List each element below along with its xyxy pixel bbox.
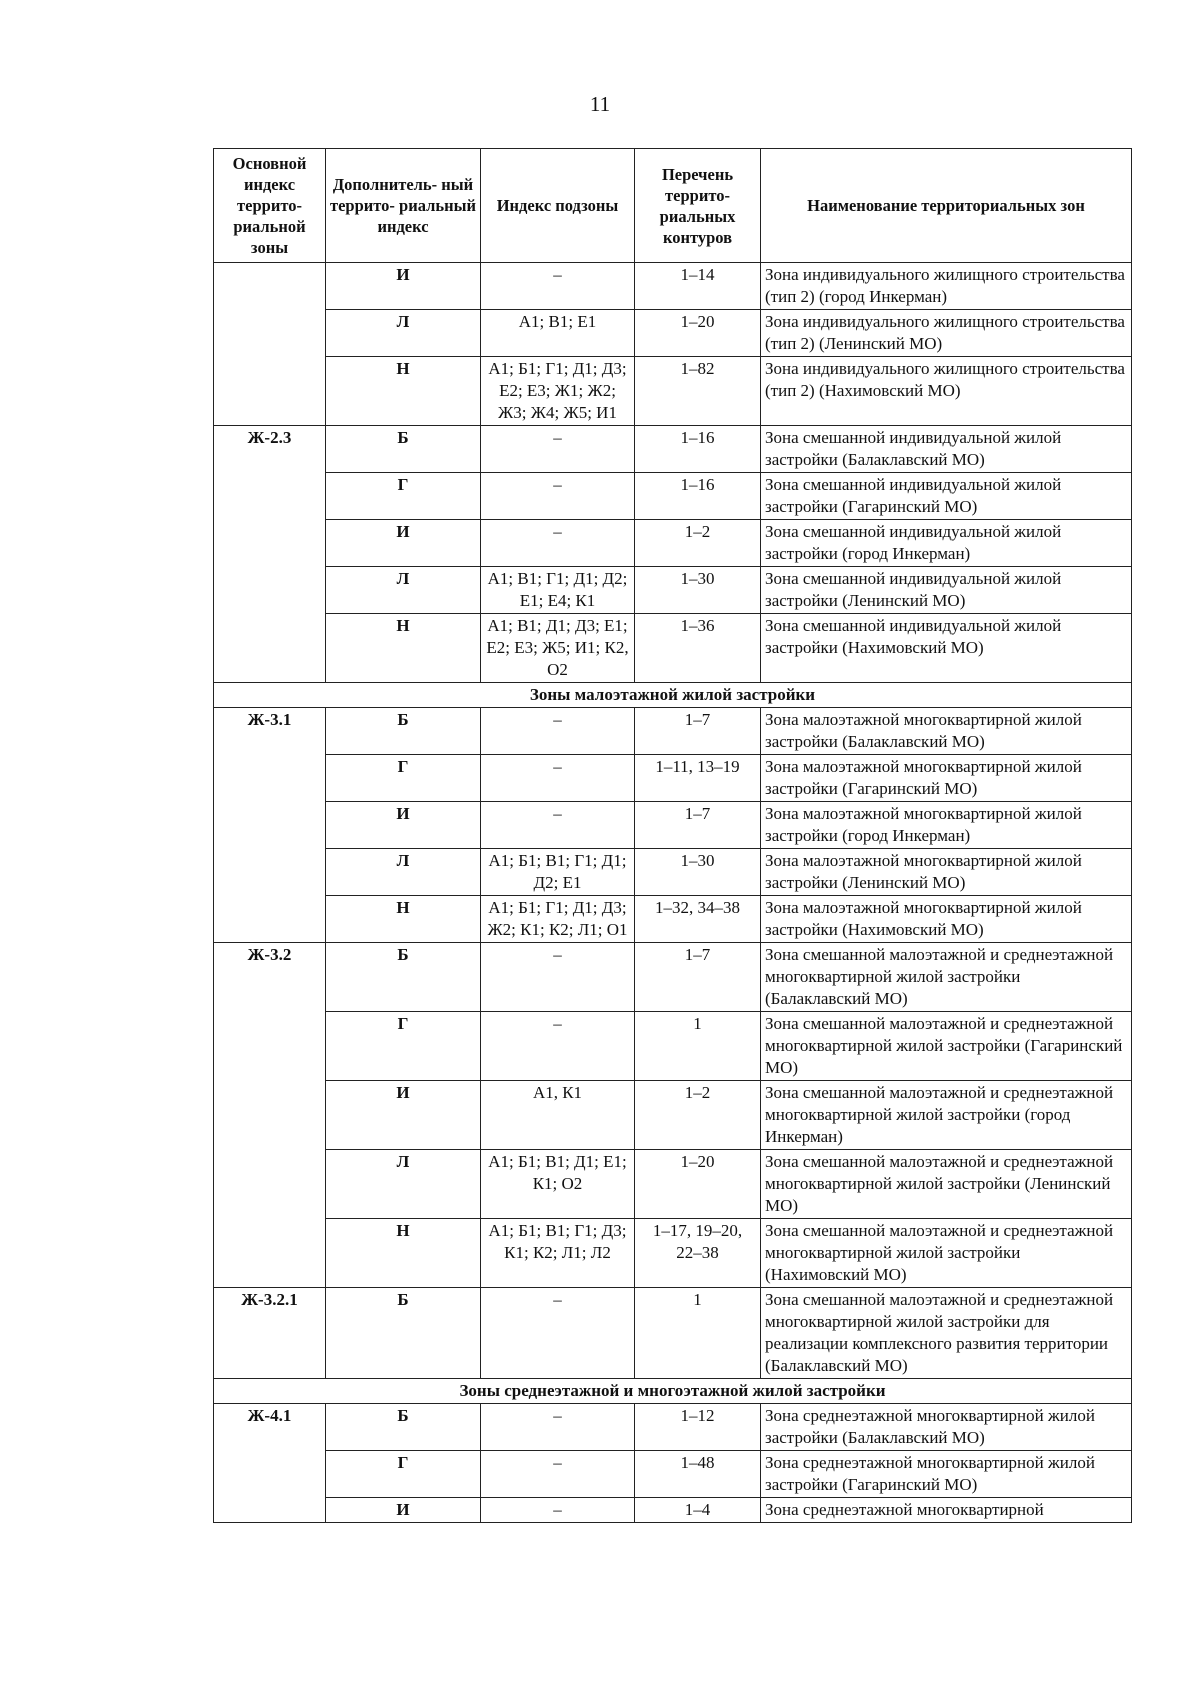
table-row (214, 1498, 1132, 1523)
cell-zone-name: Зона смешанной индивидуальной жилой застройки (город Инкерман) (761, 520, 1132, 567)
table-row (214, 1081, 1132, 1150)
cell-additional-index: Л (326, 567, 481, 614)
cell-zone-name: Зона смешанной малоэтажной и среднеэтажной многоквартирной жилой застройки (Нахимовский МО) (761, 1219, 1132, 1288)
table-row (214, 1404, 1132, 1451)
cell-contours: 1–30 (635, 567, 761, 614)
header-subzone-index: Индекс подзоны (481, 149, 635, 263)
table-row (214, 520, 1132, 567)
cell-subzone-index: – (481, 1498, 635, 1523)
cell-additional-index: Б (326, 426, 481, 473)
cell-contours: 1–48 (635, 1451, 761, 1498)
cell-additional-index: Н (326, 896, 481, 943)
cell-zone-name: Зона индивидуального жилищного строительства (тип 2) (Нахимовский МО) (761, 357, 1132, 426)
table-row (214, 755, 1132, 802)
table-row (214, 849, 1132, 896)
table-row (214, 263, 1132, 310)
cell-additional-index: Л (326, 849, 481, 896)
cell-contours: 1–82 (635, 357, 761, 426)
cell-subzone-index: А1; Б1; В1; Г1; Д3; К1; К2; Л1; Л2 (481, 1219, 635, 1288)
table-row (214, 708, 1132, 755)
cell-contours: 1–16 (635, 426, 761, 473)
cell-contours: 1–7 (635, 943, 761, 1012)
cell-additional-index: Г (326, 1451, 481, 1498)
zones-table (213, 148, 1132, 1523)
section-row (214, 1379, 1132, 1404)
cell-subzone-index: А1; Б1; В1; Г1; Д1; Д2; Е1 (481, 849, 635, 896)
table-row (214, 310, 1132, 357)
cell-main-index: Ж-4.1 (214, 1404, 326, 1523)
cell-zone-name: Зона малоэтажной многоквартирной жилой застройки (город Инкерман) (761, 802, 1132, 849)
cell-subzone-index: – (481, 1012, 635, 1081)
table-row (214, 357, 1132, 426)
cell-zone-name: Зона среднеэтажной многоквартирной жилой застройки (Балаклавский МО) (761, 1404, 1132, 1451)
cell-zone-name: Зона малоэтажной многоквартирной жилой застройки (Нахимовский МО) (761, 896, 1132, 943)
cell-subzone-index: – (481, 1404, 635, 1451)
header-additional-index: Дополнитель- ный террито- риальный индекс (326, 149, 481, 263)
cell-zone-name: Зона среднеэтажной многоквартирной (761, 1498, 1132, 1523)
cell-contours: 1–7 (635, 708, 761, 755)
cell-additional-index: Н (326, 1219, 481, 1288)
cell-additional-index: Б (326, 1404, 481, 1451)
cell-zone-name: Зона смешанной индивидуальной жилой застройки (Ленинский МО) (761, 567, 1132, 614)
cell-additional-index: И (326, 802, 481, 849)
table-row (214, 614, 1132, 683)
table-row (214, 567, 1132, 614)
cell-main-index: Ж-3.2.1 (214, 1288, 326, 1379)
cell-subzone-index: – (481, 943, 635, 1012)
cell-additional-index: И (326, 1498, 481, 1523)
cell-contours: 1–11, 13–19 (635, 755, 761, 802)
cell-subzone-index: – (481, 1288, 635, 1379)
cell-main-index: Ж-3.1 (214, 708, 326, 943)
cell-contours: 1 (635, 1288, 761, 1379)
cell-contours: 1 (635, 1012, 761, 1081)
cell-zone-name: Зона среднеэтажной многоквартирной жилой застройки (Гагаринский МО) (761, 1451, 1132, 1498)
cell-subzone-index: – (481, 473, 635, 520)
table-row (214, 473, 1132, 520)
cell-subzone-index: – (481, 708, 635, 755)
cell-additional-index: И (326, 520, 481, 567)
cell-zone-name: Зона малоэтажной многоквартирной жилой застройки (Балаклавский МО) (761, 708, 1132, 755)
cell-additional-index: И (326, 263, 481, 310)
cell-additional-index: Г (326, 473, 481, 520)
cell-subzone-index: – (481, 1451, 635, 1498)
cell-zone-name: Зона малоэтажной многоквартирной жилой застройки (Гагаринский МО) (761, 755, 1132, 802)
cell-zone-name: Зона смешанной индивидуальной жилой застройки (Нахимовский МО) (761, 614, 1132, 683)
cell-additional-index: Б (326, 943, 481, 1012)
cell-contours: 1–20 (635, 1150, 761, 1219)
cell-zone-name: Зона смешанной малоэтажной и среднеэтажной многоквартирной жилой застройки (Балаклавский МО) (761, 943, 1132, 1012)
cell-subzone-index: – (481, 263, 635, 310)
cell-zone-name: Зона смешанной малоэтажной и среднеэтажной многоквартирной жилой застройки для реализации комплексного развития территории (Балаклавский МО) (761, 1288, 1132, 1379)
header-contours-list: Перечень террито- риальных контуров (635, 149, 761, 263)
table-row (214, 426, 1132, 473)
cell-contours: 1–7 (635, 802, 761, 849)
table-row (214, 1150, 1132, 1219)
table-row (214, 1288, 1132, 1379)
cell-main-index (214, 263, 326, 426)
cell-subzone-index: – (481, 520, 635, 567)
cell-additional-index: Н (326, 357, 481, 426)
header-zone-name: Наименование территориальных зон (761, 149, 1132, 263)
table-body (214, 263, 1132, 1523)
table-header-row (214, 149, 1132, 263)
cell-contours: 1–17, 19–20, 22–38 (635, 1219, 761, 1288)
table-row (214, 1012, 1132, 1081)
cell-zone-name: Зона малоэтажной многоквартирной жилой застройки (Ленинский МО) (761, 849, 1132, 896)
section-title: Зоны среднеэтажной и многоэтажной жилой застройки (214, 1379, 1132, 1404)
cell-subzone-index: – (481, 426, 635, 473)
cell-zone-name: Зона индивидуального жилищного строительства (тип 2) (Ленинский МО) (761, 310, 1132, 357)
cell-additional-index: Г (326, 755, 481, 802)
table-row (214, 1451, 1132, 1498)
page-number: 11 (589, 92, 611, 116)
table-row (214, 896, 1132, 943)
cell-contours: 1–36 (635, 614, 761, 683)
cell-additional-index: Л (326, 1150, 481, 1219)
cell-subzone-index: А1, К1 (481, 1081, 635, 1150)
cell-subzone-index: А1; В1; Г1; Д1; Д2; Е1; Е4; К1 (481, 567, 635, 614)
cell-additional-index: Л (326, 310, 481, 357)
cell-contours: 1–16 (635, 473, 761, 520)
cell-contours: 1–30 (635, 849, 761, 896)
table-row (214, 943, 1132, 1012)
cell-subzone-index: А1; Б1; Г1; Д1; Д3; Е2; Е3; Ж1; Ж2; Ж3; Ж4; Ж5; И1 (481, 357, 635, 426)
cell-zone-name: Зона смешанной индивидуальной жилой застройки (Балаклавский МО) (761, 426, 1132, 473)
cell-zone-name: Зона смешанной малоэтажной и среднеэтажной многоквартирной жилой застройки (город Инкерман) (761, 1081, 1132, 1150)
cell-additional-index: Н (326, 614, 481, 683)
cell-main-index: Ж-2.3 (214, 426, 326, 683)
cell-subzone-index: – (481, 802, 635, 849)
cell-additional-index: Б (326, 1288, 481, 1379)
section-row (214, 683, 1132, 708)
cell-zone-name: Зона индивидуального жилищного строительства (тип 2) (город Инкерман) (761, 263, 1132, 310)
cell-main-index: Ж-3.2 (214, 943, 326, 1288)
cell-additional-index: Г (326, 1012, 481, 1081)
table-row (214, 802, 1132, 849)
cell-contours: 1–4 (635, 1498, 761, 1523)
cell-contours: 1–2 (635, 1081, 761, 1150)
section-title: Зоны малоэтажной жилой застройки (214, 683, 1132, 708)
cell-subzone-index: А1; В1; Д1; Д3; Е1; Е2; Е3; Ж5; И1; К2, О2 (481, 614, 635, 683)
cell-contours: 1–14 (635, 263, 761, 310)
cell-contours: 1–12 (635, 1404, 761, 1451)
cell-zone-name: Зона смешанной индивидуальной жилой застройки (Гагаринский МО) (761, 473, 1132, 520)
cell-subzone-index: А1; Б1; Г1; Д1; Д3; Ж2; К1; К2; Л1; О1 (481, 896, 635, 943)
header-main-index: Основной индекс террито- риальной зоны (214, 149, 326, 263)
cell-contours: 1–2 (635, 520, 761, 567)
cell-zone-name: Зона смешанной малоэтажной и среднеэтажной многоквартирной жилой застройки (Гагаринский МО) (761, 1012, 1132, 1081)
cell-subzone-index: А1; Б1; В1; Д1; Е1; К1; О2 (481, 1150, 635, 1219)
cell-contours: 1–32, 34–38 (635, 896, 761, 943)
table-row (214, 1219, 1132, 1288)
cell-additional-index: Б (326, 708, 481, 755)
cell-additional-index: И (326, 1081, 481, 1150)
cell-contours: 1–20 (635, 310, 761, 357)
cell-subzone-index: А1; В1; Е1 (481, 310, 635, 357)
cell-zone-name: Зона смешанной малоэтажной и среднеэтажной многоквартирной жилой застройки (Ленинский МО) (761, 1150, 1132, 1219)
cell-subzone-index: – (481, 755, 635, 802)
